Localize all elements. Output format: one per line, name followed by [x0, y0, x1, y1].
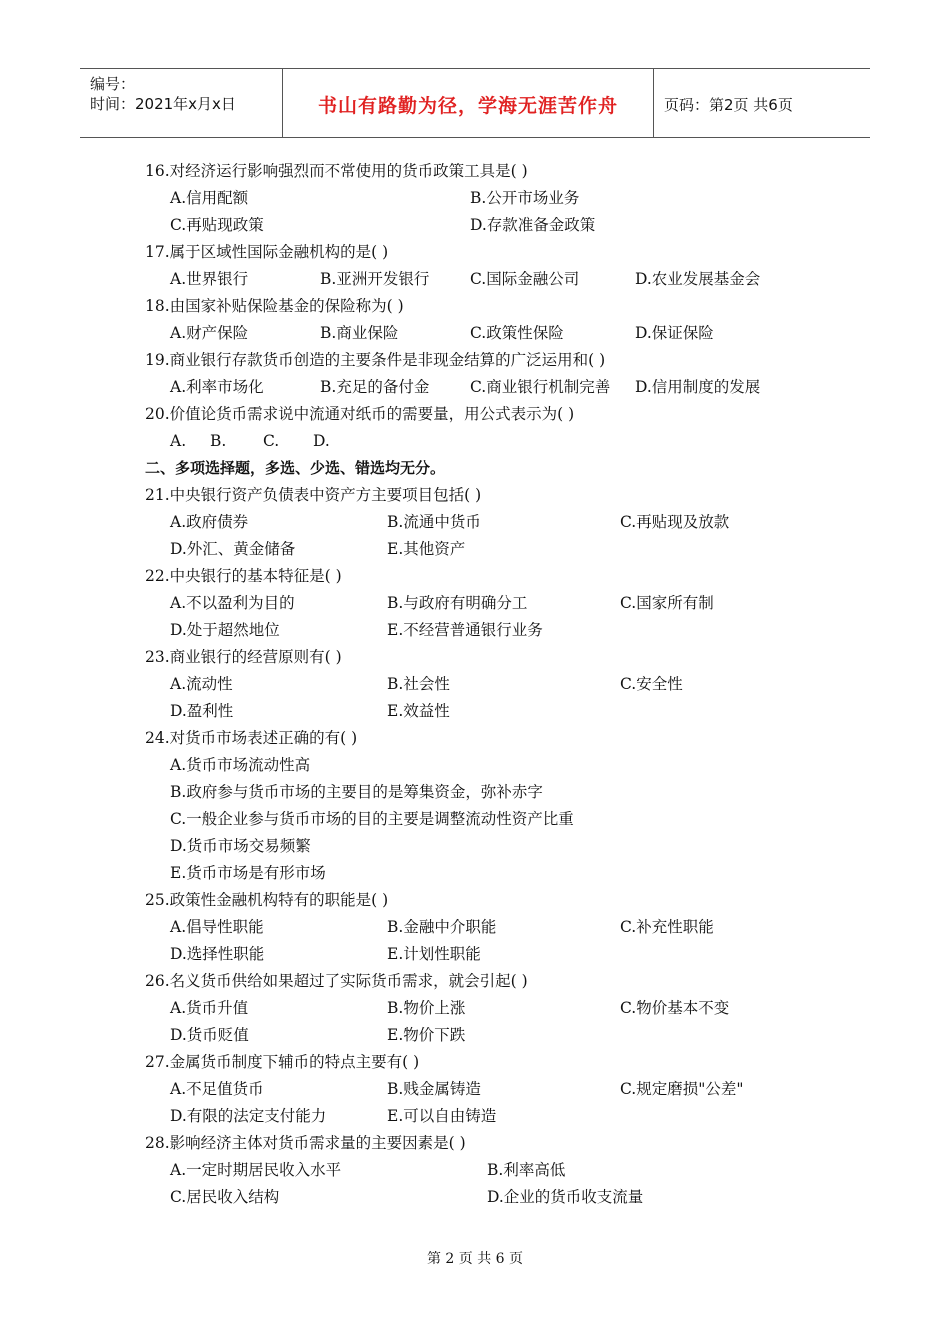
question-text: 16.对经济运行影响强烈而不常使用的货币政策工具是( )	[145, 162, 528, 180]
question-stem	[145, 401, 845, 428]
option: C.商业银行机制完善	[470, 378, 611, 396]
option: C.	[263, 432, 280, 450]
question-stem	[145, 347, 845, 374]
question-text: 27.金属货币制度下辅币的特点主要有( )	[145, 1053, 420, 1071]
option: B.充足的备付金	[320, 378, 430, 396]
header-motto-cell	[283, 69, 654, 137]
option: C.物价基本不变	[620, 999, 730, 1017]
option: A.一定时期居民收入水平	[170, 1161, 342, 1179]
header-page-cell	[654, 69, 870, 137]
option: C.政策性保险	[470, 324, 564, 342]
question-text: 23.商业银行的经营原则有( )	[145, 648, 342, 666]
option: B.与政府有明确分工	[387, 594, 528, 612]
option: C.国家所有制	[620, 594, 714, 612]
option: D.外汇、黄金储备	[170, 540, 296, 558]
question-text: 18.由国家补贴保险基金的保险称为( )	[145, 297, 404, 315]
doc-number-label: 编号：	[90, 75, 136, 93]
option: A.货币市场流动性高	[170, 756, 311, 774]
option: C.安全性	[620, 675, 683, 693]
option: E.效益性	[387, 702, 450, 720]
option: E.物价下跌	[387, 1026, 466, 1044]
option: C.规定磨损"公差"	[620, 1080, 744, 1098]
option-row	[145, 509, 845, 536]
option: A.世界银行	[170, 270, 249, 288]
option-row	[145, 698, 845, 725]
question-stem	[145, 563, 845, 590]
question-text: 17.属于区域性国际金融机构的是( )	[145, 243, 389, 261]
option: B.物价上涨	[387, 999, 466, 1017]
option: E.可以自由铸造	[387, 1107, 497, 1125]
option: B.亚洲开发银行	[320, 270, 430, 288]
option: A.不足值货币	[170, 1080, 264, 1098]
option: D.保证保险	[635, 324, 714, 342]
option-row	[145, 752, 845, 779]
option-row	[145, 536, 845, 563]
option-row	[145, 833, 845, 860]
option: B.	[210, 432, 227, 450]
question-text: 22.中央银行的基本特征是( )	[145, 567, 342, 585]
question-stem	[145, 293, 845, 320]
option: C.居民收入结构	[170, 1188, 280, 1206]
option: B.贱金属铸造	[387, 1080, 481, 1098]
question-content	[145, 158, 845, 1211]
question-text: 24.对货币市场表述正确的有( )	[145, 729, 358, 747]
option: A.货币升值	[170, 999, 249, 1017]
option: C.补充性职能	[620, 918, 714, 936]
option-row	[145, 212, 845, 239]
question-stem	[145, 887, 845, 914]
option-row	[145, 185, 845, 212]
option: D.盈利性	[170, 702, 234, 720]
option-row	[145, 1076, 845, 1103]
option: B.金融中介职能	[387, 918, 497, 936]
option-row	[145, 320, 845, 347]
option: B.商业保险	[320, 324, 399, 342]
option: B.利率高低	[487, 1161, 566, 1179]
option: A.流动性	[170, 675, 233, 693]
option: A.	[170, 432, 187, 450]
page-header	[80, 68, 870, 138]
option: B.政府参与货币市场的主要目的是筹集资金，弥补赤字	[170, 783, 543, 801]
question-stem	[145, 725, 845, 752]
question-text: 20.价值论货币需求说中流通对纸币的需要量，用公式表示为( )	[145, 405, 575, 423]
question-text: 二、多项选择题，多选、少选、错选均无分。	[145, 459, 446, 477]
option: D.处于超然地位	[170, 621, 280, 639]
question-stem	[145, 1049, 845, 1076]
option-row	[145, 1022, 845, 1049]
option: A.倡导性职能	[170, 918, 264, 936]
option-row	[145, 914, 845, 941]
option-row	[145, 995, 845, 1022]
option: D.信用制度的发展	[635, 378, 761, 396]
question-stem	[145, 482, 845, 509]
question-text: 28.影响经济主体对货币需求量的主要因素是( )	[145, 1134, 466, 1152]
question-stem	[145, 1130, 845, 1157]
option-row	[145, 590, 845, 617]
option: E.计划性职能	[387, 945, 481, 963]
option-row	[145, 671, 845, 698]
question-text: 25.政策性金融机构特有的职能是( )	[145, 891, 389, 909]
option-row	[145, 266, 845, 293]
option: D.有限的法定支付能力	[170, 1107, 327, 1125]
option: D.	[313, 432, 330, 450]
header-page-label: 页码：第2页 共6页	[664, 96, 793, 114]
page-footer: 第 2 页 共 6 页	[426, 1251, 524, 1267]
option: C.再贴现及放款	[620, 513, 730, 531]
option-row	[145, 941, 845, 968]
option: C.国际金融公司	[470, 270, 580, 288]
option-row	[145, 1157, 845, 1184]
option: A.不以盈利为目的	[170, 594, 295, 612]
option-row	[145, 374, 845, 401]
option: B.公开市场业务	[470, 189, 580, 207]
header-info-cell	[80, 69, 283, 137]
option-row	[145, 779, 845, 806]
option-row	[145, 806, 845, 833]
question-stem	[145, 239, 845, 266]
option: D.货币贬值	[170, 1026, 249, 1044]
option: C.再贴现政策	[170, 216, 264, 234]
question-text: 19.商业银行存款货币创造的主要条件是非现金结算的广泛运用和( )	[145, 351, 606, 369]
option: D.企业的货币收支流量	[487, 1188, 644, 1206]
option: B.社会性	[387, 675, 450, 693]
option: E.货币市场是有形市场	[170, 864, 326, 882]
option-row	[145, 860, 845, 887]
option: D.货币市场交易频繁	[170, 837, 311, 855]
option: A.利率市场化	[170, 378, 264, 396]
option: B.流通中货币	[387, 513, 481, 531]
option-row	[145, 1103, 845, 1130]
option: E.其他资产	[387, 540, 466, 558]
option: A.政府债券	[170, 513, 249, 531]
doc-time-label: 时间：2021年x月x日	[90, 95, 236, 113]
option: D.农业发展基金会	[635, 270, 761, 288]
question-text: 26.名义货币供给如果超过了实际货币需求，就会引起( )	[145, 972, 528, 990]
option-row	[145, 1184, 845, 1211]
option: A.信用配额	[170, 189, 249, 207]
question-stem	[145, 968, 845, 995]
question-stem	[145, 158, 845, 185]
header-motto: 书山有路勤为径，学海无涯苦作舟	[317, 95, 618, 117]
question-stem	[145, 644, 845, 671]
option-row	[145, 617, 845, 644]
option: C.一般企业参与货币市场的目的主要是调整流动性资产比重	[170, 810, 574, 828]
option: D.存款准备金政策	[470, 216, 596, 234]
option: D.选择性职能	[170, 945, 265, 963]
section-heading	[145, 455, 845, 482]
question-text: 21.中央银行资产负债表中资产方主要项目包括( )	[145, 486, 482, 504]
option: E.不经营普通银行业务	[387, 621, 543, 639]
option: A.财产保险	[170, 324, 249, 342]
option-row	[145, 428, 845, 455]
